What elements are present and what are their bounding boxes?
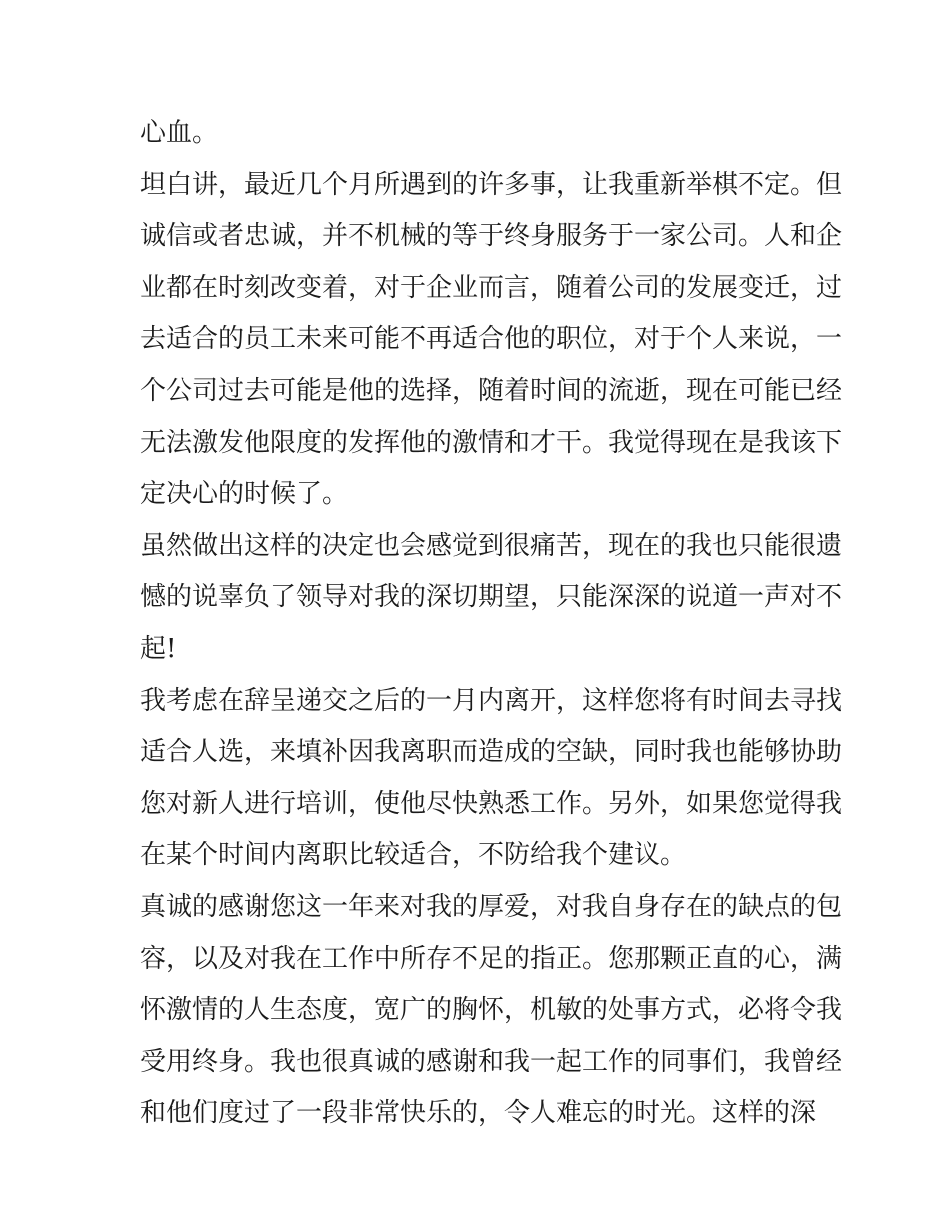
- text-line: 您对新人进行培训，使他尽快熟悉工作。另外，如果您觉得我: [140, 788, 843, 819]
- text-line: 怀激情的人生态度，宽广的胸怀，机敏的处事方式，必将令我: [140, 995, 843, 1026]
- text-line: 在某个时间内离职比较适合，不防给我个建议。: [140, 840, 687, 871]
- text-line: 去适合的员工未来可能不再适合他的职位，对于个人来说，一: [140, 324, 843, 355]
- body-text: [140, 108, 843, 1140]
- text-line: 和他们度过了一段非常快乐的，令人难忘的时光。这样的深: [140, 1098, 817, 1129]
- text-line: 受用终身。我也很真诚的感谢和我一起工作的同事们，我曾经: [140, 1046, 843, 1077]
- text-line: 虽然做出这样的决定也会感觉到很痛苦，现在的我也只能很遗: [140, 530, 843, 561]
- text-line: 个公司过去可能是他的选择，随着时间的流逝，现在可能已经: [140, 375, 843, 406]
- text-line: 心血。: [140, 118, 219, 148]
- text-line: 适合人选，来填补因我离职而造成的空缺，同时我也能够协助: [140, 737, 843, 768]
- text-line: 真诚的感谢您这一年来对我的厚爱，对我自身存在的缺点的包: [140, 891, 843, 922]
- text-line: 憾的说辜负了领导对我的深切期望，只能深深的说道一声对不: [140, 582, 843, 613]
- text-line: 无法激发他限度的发挥他的激情和才干。我觉得现在是我该下: [140, 427, 843, 458]
- text-line: 诚信或者忠诚，并不机械的等于终身服务于一家公司。人和企: [140, 221, 843, 252]
- text-line: 我考虑在辞呈递交之后的一月内离开，这样您将有时间去寻找: [140, 685, 843, 716]
- text-line: 定决心的时候了。: [140, 479, 349, 510]
- text-line: 业都在时刻改变着，对于企业而言，随着公司的发展变迁，过: [140, 272, 843, 303]
- text-line: 起!: [140, 633, 177, 664]
- text-line: 坦白讲，最近几个月所遇到的许多事，让我重新举棋不定。但: [140, 169, 843, 200]
- text-line: 容，以及对我在工作中所存不足的指正。您那颗正直的心，满: [140, 943, 843, 974]
